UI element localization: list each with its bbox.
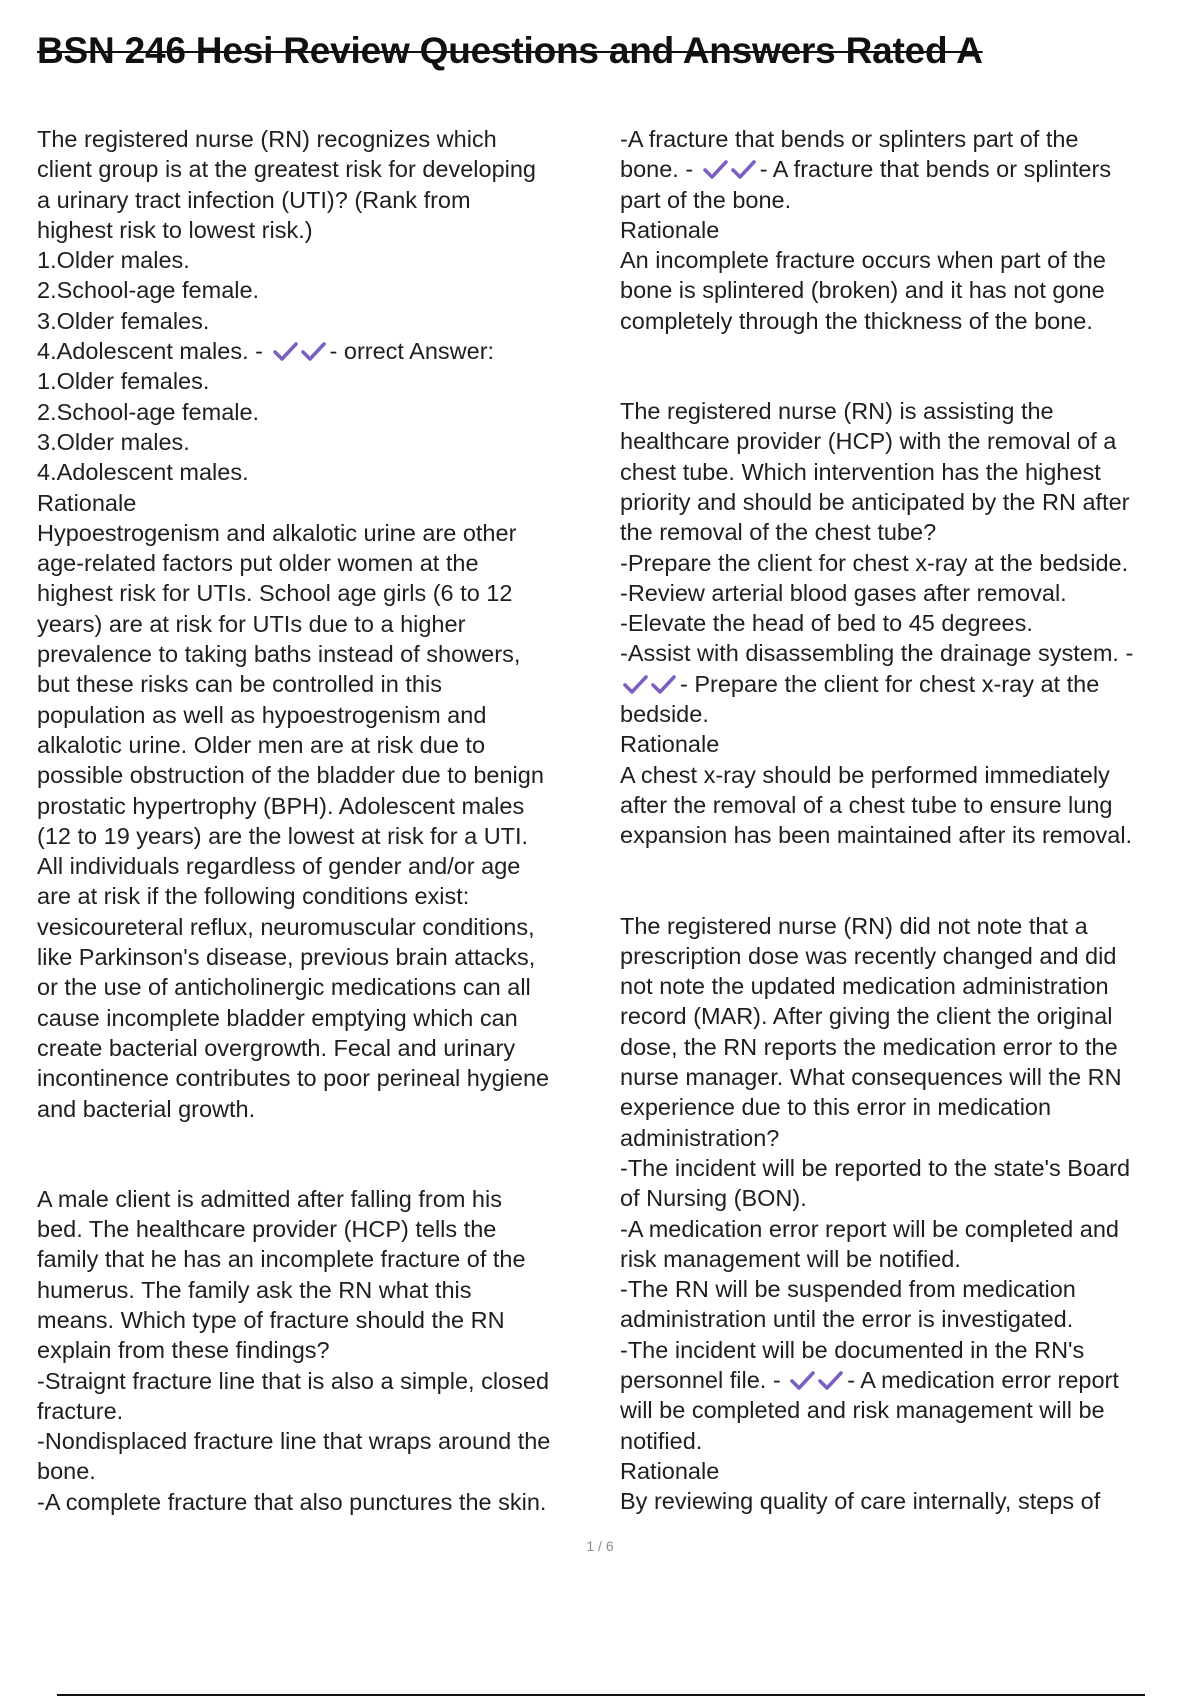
text-line: humerus. The family ask the RN what this xyxy=(37,1276,472,1303)
text-line: part of the bone. xyxy=(620,186,792,213)
spacer xyxy=(37,1124,617,1184)
text-line: dose, the RN reports the medication error to the xyxy=(620,1033,1118,1060)
text-line: are at risk if the following conditions exist: xyxy=(37,883,470,910)
text-line: Rationale xyxy=(37,489,137,516)
double-check-icon xyxy=(789,1370,845,1392)
text-line: after the removal of a chest tube to ensure lung xyxy=(620,791,1113,818)
double-check-icon xyxy=(272,341,328,363)
question-medication-error xyxy=(620,911,1200,1517)
text-line: An incomplete fracture occurs when part of the xyxy=(620,247,1106,274)
text-line: 1.Older females. xyxy=(37,368,210,395)
text-line: bed. The healthcare provider (HCP) tells the xyxy=(37,1216,497,1243)
text-line: cause incomplete bladder emptying which can xyxy=(37,1004,518,1031)
question-lines xyxy=(37,124,617,336)
answer-line: - Prepare the client for chest x-ray at the xyxy=(620,669,1200,699)
question-uti xyxy=(37,124,617,1124)
spacer xyxy=(620,851,1200,911)
text-line: (12 to 19 years) are the lowest at risk for a UTI. xyxy=(37,822,529,849)
double-check-icon xyxy=(702,159,758,181)
text-line: The registered nurse (RN) is assisting the xyxy=(620,398,1054,425)
text-line: incontinence contributes to poor perineal hygiene xyxy=(37,1065,550,1092)
text-line: highest risk for UTIs. School age girls (6 to 12 xyxy=(37,580,513,607)
text-line: nurse manager. What consequences will the RN xyxy=(620,1064,1122,1091)
text-line: 2.School-age female. xyxy=(37,398,260,425)
text-line: or the use of anticholinergic medications can all xyxy=(37,974,531,1001)
text-line: administration? xyxy=(620,1124,780,1151)
question-fracture xyxy=(37,1184,617,1517)
double-check-icon xyxy=(622,674,678,696)
text-line: record (MAR). After giving the client the original xyxy=(620,1003,1113,1030)
text-line: healthcare provider (HCP) with the removal of a xyxy=(620,428,1117,455)
answer-and-rationale xyxy=(37,366,617,1123)
text-line: -Elevate the head of bed to 45 degrees. xyxy=(620,610,1033,637)
text-line: -Nondisplaced fracture line that wraps around the xyxy=(37,1428,551,1455)
right-column xyxy=(620,124,1200,1516)
text-line: -A medication error report will be completed and xyxy=(620,1215,1119,1242)
text-line: population as well as hypoestrogenism and xyxy=(37,701,487,728)
text-line: Rationale xyxy=(620,1457,720,1484)
text-line: 4.Adolescent males. xyxy=(37,459,249,486)
text-line: highest risk to lowest risk.) xyxy=(37,216,313,243)
text-line: of Nursing (BON). xyxy=(620,1185,807,1212)
text-line: notified. xyxy=(620,1427,703,1454)
text-line: experience due to this error in medication xyxy=(620,1094,1052,1121)
text-line: family that he has an incomplete fracture of the xyxy=(37,1246,526,1273)
text-line: vesicoureteral reflux, neuromuscular conditions, xyxy=(37,913,535,940)
text-line: bedside. xyxy=(620,701,709,728)
question-chest-tube xyxy=(620,396,1200,850)
text-line: -The incident will be reported to the state's Board xyxy=(620,1154,1131,1181)
text-line: The registered nurse (RN) recognizes which xyxy=(37,126,497,152)
text-line: like Parkinson's disease, previous brain attacks, xyxy=(37,944,536,971)
text-line: A male client is admitted after falling from his xyxy=(37,1185,502,1212)
text-line: 3.Older females. xyxy=(37,307,210,334)
text-line: bone. xyxy=(37,1458,96,1485)
text-line: 3.Older males. xyxy=(37,428,190,455)
text-line: create bacterial overgrowth. Fecal and urinary xyxy=(37,1034,516,1061)
answer-line: 4.Adolescent males. - - orrect Answer: xyxy=(37,338,495,365)
text-line: prostatic hypertrophy (BPH). Adolescent males xyxy=(37,792,525,819)
text-line: priority and should be anticipated by the RN after xyxy=(620,488,1130,515)
text-line: -Prepare the client for chest x-ray at the bedside. xyxy=(620,549,1129,576)
text-line: -Assist with disassembling the drainage system. - xyxy=(620,640,1134,667)
text-line: client group is at the greatest risk for developing xyxy=(37,156,536,183)
spacer xyxy=(620,336,1200,396)
text-line: and bacterial growth. xyxy=(37,1095,256,1122)
text-line: -Straignt fracture line that is also a simple, closed xyxy=(37,1367,550,1394)
text-line: fracture. xyxy=(37,1397,124,1424)
answer-line: bone. - - A fracture that bends or splinters xyxy=(620,156,1112,183)
footer-divider xyxy=(57,1694,1145,1696)
page-indicator: 1 / 6 xyxy=(586,1538,614,1554)
text-line: years) are at risk for UTIs due to a higher xyxy=(37,610,466,637)
text-line: age-related factors put older women at the xyxy=(37,550,479,577)
text-line: -Review arterial blood gases after removal. xyxy=(620,579,1067,606)
answer-line: personnel file. - - A medication error report xyxy=(620,1366,1119,1393)
text-line: risk management will be notified. xyxy=(620,1245,961,1272)
text-line: All individuals regardless of gender and/or age xyxy=(37,853,521,880)
text-line: prescription dose was recently changed and did xyxy=(620,942,1117,969)
text-line: means. Which type of fracture should the RN xyxy=(37,1306,505,1333)
text-line: bone is splintered (broken) and it has not gone xyxy=(620,277,1105,304)
text-line: Hypoestrogenism and alkalotic urine are other xyxy=(37,519,517,546)
text-line: alkalotic urine. Older men are at risk due to xyxy=(37,731,486,758)
text-line: By reviewing quality of care internally, steps of xyxy=(620,1488,1101,1515)
document-title: BSN 246 Hesi Review Questions and Answers Rated A xyxy=(37,30,983,71)
text-line: -The RN will be suspended from medication xyxy=(620,1276,1076,1303)
text-line: A chest x-ray should be performed immediately xyxy=(620,761,1110,788)
text-line: will be completed and risk management will be xyxy=(620,1397,1105,1424)
text-line: explain from these findings? xyxy=(37,1337,330,1364)
text-line: possible obstruction of the bladder due to benign xyxy=(37,762,544,789)
text-line: administration until the error is investigated. xyxy=(620,1306,1074,1333)
left-column xyxy=(37,124,617,1517)
text-line: chest tube. Which intervention has the highest xyxy=(620,458,1101,485)
text-line: The registered nurse (RN) did not note that a xyxy=(620,912,1088,939)
text-line: Rationale xyxy=(620,731,720,758)
text-line: Rationale xyxy=(620,216,720,243)
text-line: 1.Older males. xyxy=(37,247,190,274)
text-line: -A complete fracture that also punctures the skin. xyxy=(37,1488,547,1515)
text-line: but these risks can be controlled in this xyxy=(37,671,442,698)
text-line: the removal of the chest tube? xyxy=(620,519,937,546)
question-fracture-continued: -A fracture that bends or splinters part of the bone. - - A fracture that bends or splinters part of the bone. Rationale An incomplete fracture occurs when part of the bone is splintered (broken) and it has not gone completely through the thickness of the bone. xyxy=(620,124,1200,336)
text-line: prevalence to taking baths instead of showers, xyxy=(37,641,521,668)
text-line: not note the updated medication administration xyxy=(620,973,1109,1000)
text-line: expansion has been maintained after its removal. xyxy=(620,822,1133,849)
text-line: 2.School-age female. xyxy=(37,277,260,304)
text-line: a urinary tract infection (UTI)? (Rank from xyxy=(37,186,471,213)
text-line: completely through the thickness of the bone. xyxy=(620,307,1093,334)
text-line: -The incident will be documented in the RN's xyxy=(620,1336,1085,1363)
